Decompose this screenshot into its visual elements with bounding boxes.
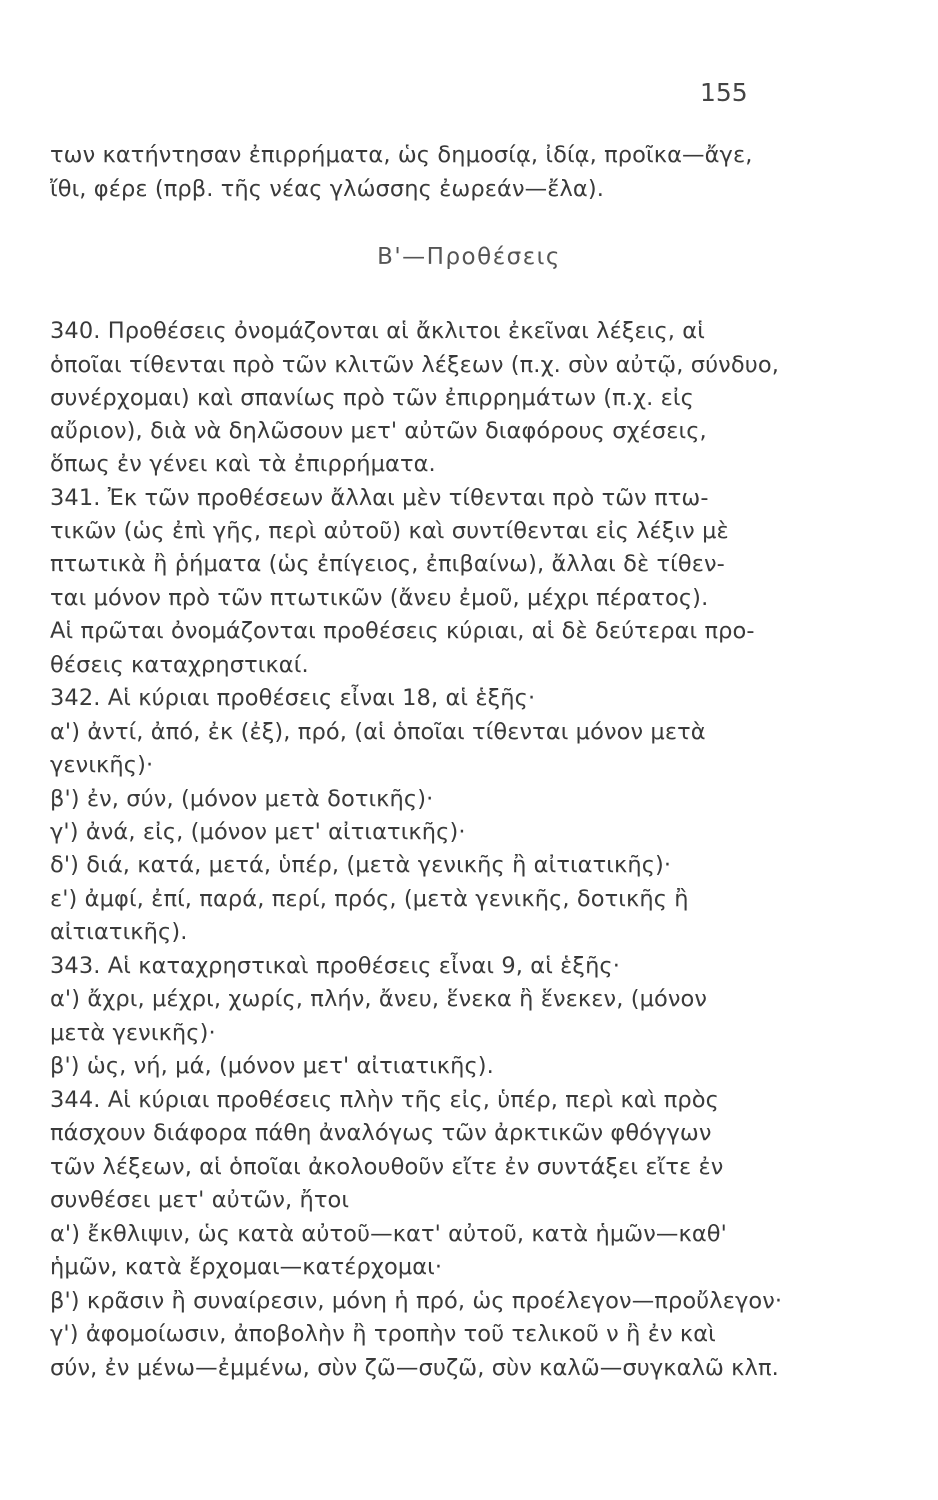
text-line: δ') διά, κατά, μετά, ὑπέρ, (μετὰ γενικῆς ἢ αἰτιατικῆς)· (50, 852, 672, 878)
text-line: β') ὡς, νή, μά, (μόνον μετ' αἰτιατικῆς). (50, 1053, 494, 1079)
text-line: πτωτικὰ ἢ ῥήματα (ὡς ἐπίγειος, ἐπιβαίνω), ἄλλαι δὲ τίθεν- (50, 551, 725, 577)
text-line: γ') ἀφομοίωσιν, ἀποβολὴν ἢ τροπὴν τοῦ τελικοῦ ν ἢ ἐν καὶ (50, 1321, 716, 1347)
text-line: ται μόνον πρὸ τῶν πτωτικῶν (ἄνευ ἐμοῦ, μέχρι πέρατος). (50, 585, 709, 611)
text-line: τικῶν (ὡς ἐπὶ γῆς, περὶ αὐτοῦ) καὶ συντίθενται εἰς λέξιν μὲ (50, 518, 729, 544)
text-line: μετὰ γενικῆς)· (50, 1020, 216, 1046)
text-line: α') ἔκθλιψιν, ὡς κατὰ αὐτοῦ—κατ' αὐτοῦ, κατὰ ἡμῶν—καθ' (50, 1221, 727, 1247)
text-line: τῶν λέξεων, αἱ ὁποῖαι ἀκολουθοῦν εἴτε ἐν συντάξει εἴτε ἐν (50, 1154, 724, 1180)
text-line: γενικῆς)· (50, 752, 154, 778)
text-line: 341. Ἐκ τῶν προθέσεων ἄλλαι μὲν τίθενται πρὸ τῶν πτω- (50, 485, 709, 511)
text-line: συνθέσει μετ' αὐτῶν, ἤτοι (50, 1187, 350, 1213)
text-line: 344. Αἱ κύριαι προθέσεις πλὴν τῆς εἰς, ὑπέρ, περὶ καὶ πρὸς (50, 1087, 719, 1113)
text-line: αἰτιατικῆς). (50, 919, 188, 945)
page-number: 155 (700, 78, 748, 107)
text-line: β') κρᾶσιν ἢ συναίρεσιν, μόνη ἡ πρό, ὡς προέλεγον—προὔλεγον· (50, 1288, 783, 1314)
text-line: 342. Αἱ κύριαι προθέσεις εἶναι 18, αἱ ἑξῆς· (50, 685, 536, 711)
text-line: αὔριον), διὰ νὰ δηλῶσουν μετ' αὐτῶν διαφόρους σχέσεις, (50, 418, 707, 444)
text-line: 343. Αἱ καταχρηστικαὶ προθέσεις εἶναι 9, αἱ ἑξῆς· (50, 953, 620, 979)
text-line: ὅπως ἐν γένει καὶ τὰ ἐπιρρήματα. (50, 451, 436, 477)
text-line: ε') ἀμφί, ἐπί, παρά, περί, πρός, (μετὰ γενικῆς, δοτικῆς ἢ (50, 886, 689, 912)
text-line: α') ἀντί, ἀπό, ἐκ (ἐξ), πρό, (αἱ ὁποῖαι τίθενται μόνον μετὰ (50, 719, 706, 745)
text-line: σύν, ἐν μένω—ἐμμένω, σὺν ζῶ—συζῶ, σὺν καλῶ—συγκαλῶ κλπ. (50, 1355, 779, 1381)
text-line: ἴθι, φέρε (πρβ. τῆς νέας γλώσσης ἐωρεάν—ἔλα). (50, 176, 604, 202)
text-line: ἡμῶν, κατὰ ἔρχομαι—κατέρχομαι· (50, 1254, 443, 1280)
text-line: 340. Προθέσεις ὀνομάζονται αἱ ἄκλιτοι ἐκεῖναι λέξεις, αἱ (50, 318, 705, 344)
section-heading: Β'—Προθέσεις (377, 244, 561, 270)
text-line: α') ἄχρι, μέχρι, χωρίς, πλήν, ἄνευ, ἕνεκα ἢ ἕνεκεν, (μόνον (50, 986, 708, 1012)
text-line: Αἱ πρῶται ὀνομάζονται προθέσεις κύριαι, αἱ δὲ δεύτεραι προ- (50, 618, 755, 644)
text-line: θέσεις καταχρηστικαί. (50, 652, 309, 678)
text-line: πάσχουν διάφορα πάθη ἀναλόγως τῶν ἀρκτικῶν φθόγγων (50, 1120, 712, 1146)
text-line: συνέρχομαι) καὶ σπανίως πρὸ τῶν ἐπιρρημάτων (π.χ. εἰς (50, 385, 694, 411)
text-line: β') ἐν, σύν, (μόνον μετὰ δοτικῆς)· (50, 786, 434, 812)
text-line: ὁποῖαι τίθενται πρὸ τῶν κλιτῶν λέξεων (π.χ. σὺν αὐτῷ, σύνδυο, (50, 352, 779, 378)
text-line: γ') ἀνά, εἰς, (μόνον μετ' αἰτιατικῆς)· (50, 819, 466, 845)
text-line: των κατήντησαν ἐπιρρήματα, ὡς δημοσίᾳ, ἰδίᾳ, προῖκα—ἄγε, (50, 142, 753, 168)
